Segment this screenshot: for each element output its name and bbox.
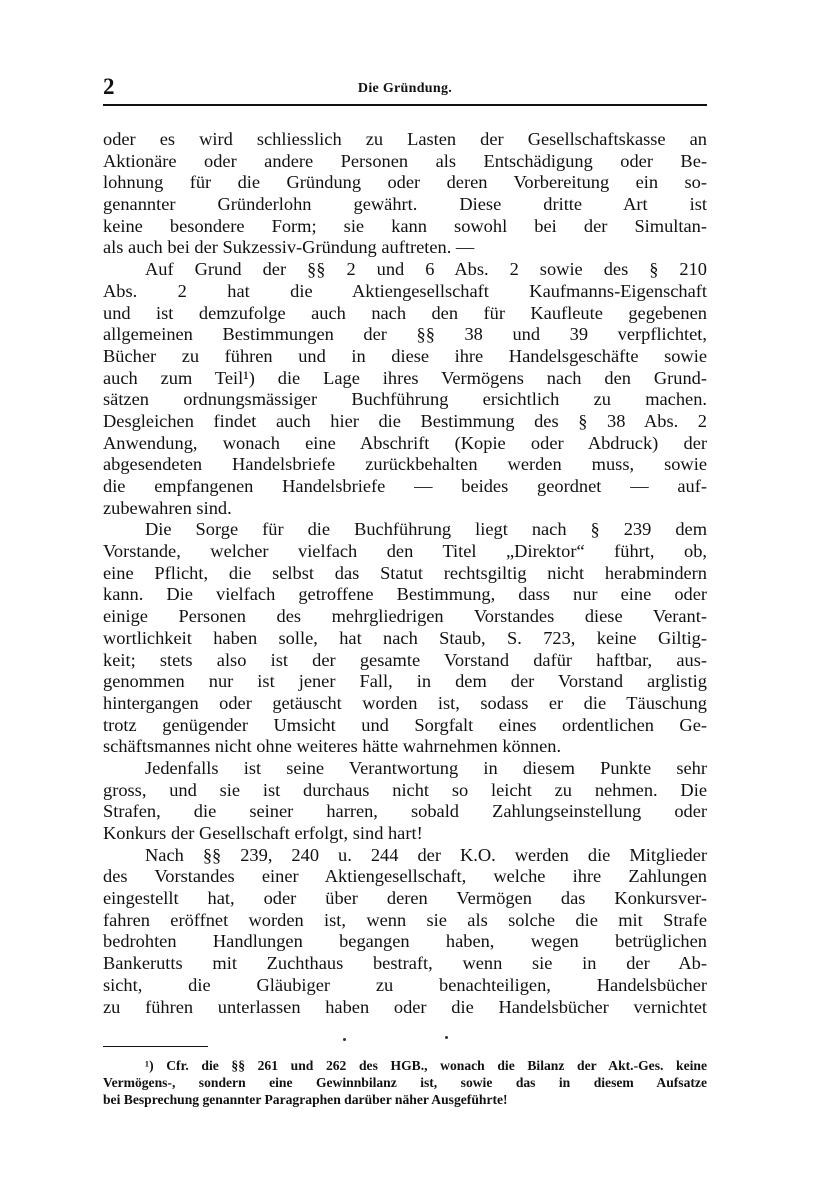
print-speck (343, 1038, 346, 1041)
text-line: genommen nur ist jener Fall, in dem der Vorstand arglistig (103, 671, 707, 692)
text-line: und ist demzufolge auch nach den für Kaufleute gegebenen (103, 302, 707, 323)
text-line: Auf Grund der §§ 2 und 6 Abs. 2 sowie des § 210 (145, 259, 707, 280)
body-text (103, 129, 707, 1018)
text-line: schäftsmannes nicht ohne weiteres hätte wahrnehmen können. (103, 736, 562, 757)
text-line: sätzen ordnungsmässiger Buchführung ersichtlich zu machen. (103, 389, 707, 410)
text-line: eine Pflicht, die selbst das Statut rechtsgiltig nicht herabmindern (103, 562, 707, 583)
text-line: Abs. 2 hat die Aktiengesellschaft Kaufmanns-Eigenschaft (103, 280, 707, 301)
text-line: genannter Gründerlohn gewährt. Diese dritte Art ist (103, 194, 707, 215)
text-line: Strafen, die seiner harren, sobald Zahlungseinstellung oder (103, 801, 707, 822)
text-line: keine besondere Form; sie kann sowohl bei der Simultan- (103, 215, 707, 236)
text-line: wortlichkeit haben solle, hat nach Staub, S. 723, keine Giltig- (103, 627, 707, 648)
text-line: Vorstande, welcher vielfach den Titel „Direktor“ führt, ob, (103, 541, 707, 562)
text-line: trotz genügender Umsicht und Sorgfalt eines ordentlichen Ge- (103, 714, 707, 735)
text-line: fahren eröffnet worden ist, wenn sie als solche die mit Strafe (103, 909, 707, 930)
page-number: 2 (103, 74, 115, 99)
text-line: Bankerutts mit Zuchthaus bestraft, wenn sie in der Ab- (103, 953, 707, 974)
running-head: Die Gründung. (357, 81, 453, 96)
text-line: Desgleichen findet auch hier die Bestimmung des § 38 Abs. 2 (103, 410, 707, 431)
text-line: einige Personen des mehrgliedrigen Vorstandes diese Verant- (103, 606, 707, 627)
text-line: zu führen unterlassen haben oder die Handelsbücher vernichtet (103, 996, 707, 1017)
text-line: kann. Die vielfach getroffene Bestimmung, dass nur eine oder (103, 584, 707, 605)
text-line: eingestellt hat, oder über deren Vermögen das Konkursver- (103, 888, 707, 909)
text-line: des Vorstandes einer Aktiengesellschaft, welche ihre Zahlungen (103, 866, 707, 887)
text-line: lohnung für die Gründung oder deren Vorbereitung ein so- (103, 172, 707, 193)
footnotes (103, 1057, 707, 1108)
text-line: Die Sorge für die Buchführung liegt nach § 239 dem (145, 519, 707, 540)
text-line: zubewahren sind. (103, 497, 232, 518)
text-line: allgemeinen Bestimmungen der §§ 38 und 39 verpflichtet, (103, 324, 707, 345)
text-line: sicht, die Gläubiger zu benachteiligen, Handelsbücher (103, 974, 707, 995)
text-line: Nach §§ 239, 240 u. 244 der K.O. werden die Mitglieder (145, 844, 707, 865)
text-line: hintergangen oder getäuscht worden ist, sodass er die Täuschung (103, 692, 707, 713)
text-line: Aktionäre oder andere Personen als Entschädigung oder Be- (103, 150, 707, 171)
text-line: abgesendeten Handelsbriefe zurückbehalten werden muss, sowie (103, 454, 707, 475)
text-line: bedrohten Handlungen begangen haben, wegen betrüglichen (103, 931, 707, 952)
footnote-line: Vermögens-, sondern eine Gewinnbilanz ist, sowie das in diesem Aufsatze (103, 1075, 707, 1090)
page-header (103, 74, 707, 106)
text-line: Konkurs der Gesellschaft erfolgt, sind hart! (103, 823, 423, 843)
print-speck (445, 1036, 448, 1039)
text-line: keit; stets also ist der gesamte Vorstand dafür haftbar, aus- (103, 649, 707, 670)
text-line: Anwendung, wonach eine Abschrift (Kopie oder Abdruck) der (103, 432, 707, 453)
text-line: gross, und sie ist durchaus nicht so leicht zu nehmen. Die (103, 779, 707, 800)
text-line: oder es wird schliesslich zu Lasten der Gesellschaftskasse an (103, 129, 707, 149)
footnote-divider (103, 1046, 208, 1047)
footnote-line: bei Besprechung genannter Paragraphen darüber näher Ausgeführte! (103, 1092, 508, 1107)
text-line: Bücher zu führen und in diese ihre Handelsgeschäfte sowie (103, 345, 707, 366)
footnote-line: ¹) Cfr. die §§ 261 und 262 des HGB., wonach die Bilanz der Akt.-Ges. keine (145, 1058, 707, 1073)
text-line: die empfangenen Handelsbriefe — beides geordnet — auf- (103, 476, 707, 496)
text-line: als auch bei der Sukzessiv-Gründung auftreten. — (103, 237, 475, 258)
text-line: auch zum Teil¹) die Lage ihres Vermögens nach den Grund- (103, 367, 707, 388)
text-line: Jedenfalls ist seine Verantwortung in diesem Punkte sehr (145, 757, 707, 778)
